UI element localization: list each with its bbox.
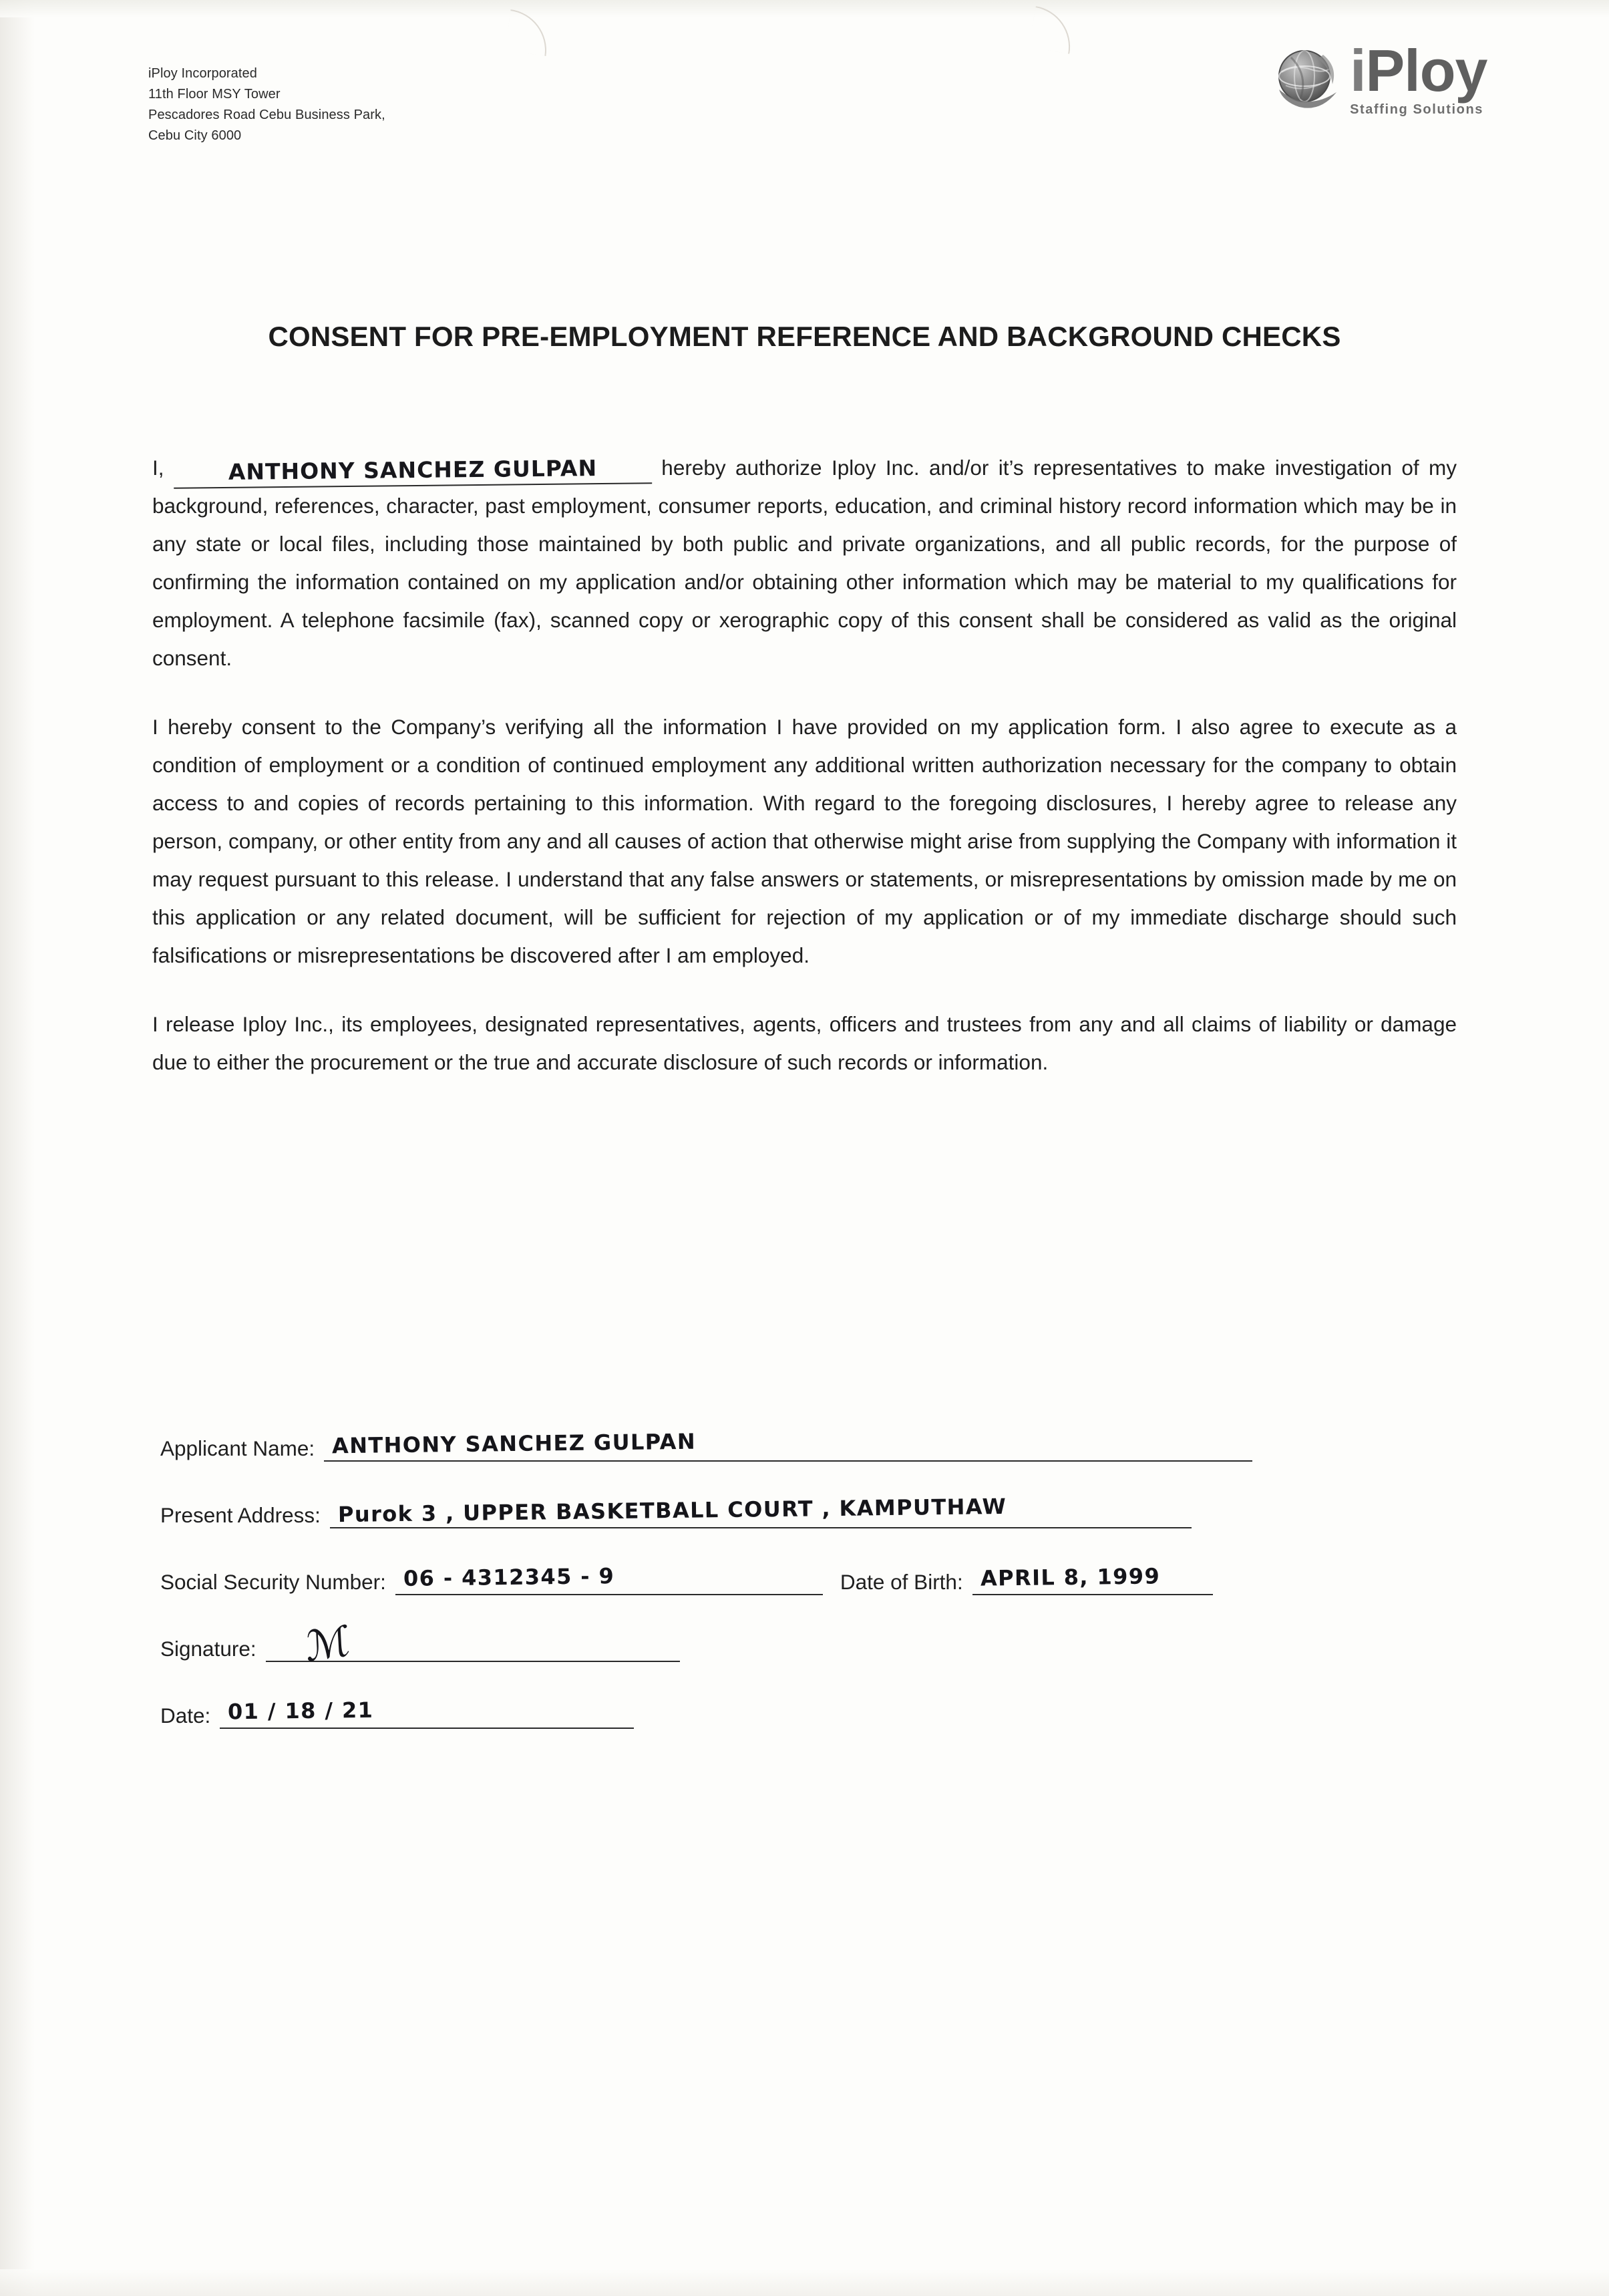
present-address-input[interactable]	[330, 1493, 1192, 1528]
logo-wordmark-i: i	[1350, 37, 1366, 104]
logo-wordmark	[1350, 37, 1487, 104]
paragraph-2: I hereby consent to the Company’s verifying all the information I have provided on my application form. I also agree to execute as a condition of employment or a condition of continued employment any additional written authorization necessary for the company to obtain access to and copies of records pertaining to this information. With regard to the foregoing disclosures, I hereby agree to release any person, company, or other entity from any and all causes of action that otherwise might arise from supplying the Company with information it may request pursuant to this release. I understand that any false answers or statements, or misrepresentations by omission made by me on this application or any related document, will be sufficient for rejection of my application or of my immediate discharge should such falsifications or misrepresentations be discovered after I am employed.	[152, 715, 1457, 967]
paragraph-3: I release Iploy Inc., its employees, designated representatives, agents, officers and trustees from any and all claims of liability or damage due to either the procurement or the true and accurate disclosure of such records or information.	[152, 1012, 1457, 1074]
logo-wordmark-rest: Ploy	[1365, 37, 1487, 104]
field-applicant-name	[160, 1430, 1475, 1462]
company-logo	[1271, 37, 1487, 117]
company-address-line: 11th Floor MSY Tower	[148, 87, 281, 102]
field-ssn-dob	[160, 1563, 1475, 1595]
company-address	[148, 63, 385, 146]
signature-input[interactable]	[266, 1615, 680, 1672]
applicant-name-value: ANTHONY SANCHEZ GULPAN	[331, 1428, 697, 1459]
logo-tagline: Staffing Solutions	[1350, 102, 1483, 117]
dob-label: Date of Birth:	[840, 1570, 963, 1594]
ssn-label: Social Security Number:	[160, 1570, 386, 1594]
company-address-line: Cebu City 6000	[148, 128, 242, 143]
page-title: CONSENT FOR PRE-EMPLOYMENT REFERENCE AND BACKGROUND CHECKS	[268, 321, 1341, 352]
form-fields	[160, 1430, 1475, 1764]
ssn-input[interactable]	[395, 1563, 823, 1595]
dob-value: APRIL 8, 1999	[980, 1563, 1161, 1591]
applicant-name-input[interactable]	[324, 1430, 1252, 1462]
date-input[interactable]	[220, 1697, 634, 1729]
date-label: Date:	[160, 1703, 211, 1728]
ssn-value: 06 - 4312345 - 9	[403, 1563, 615, 1591]
scan-edge-bottom	[0, 2269, 1609, 2296]
paragraph-1	[152, 449, 1457, 677]
field-present-address	[160, 1493, 1475, 1528]
applicant-name-label: Applicant Name:	[160, 1436, 315, 1460]
present-address-value: Purok 3 , UPPER BASKETBALL COURT , KAMPUTHAW	[337, 1493, 1007, 1528]
handwritten-name-inline: ANTHONY SANCHEZ GULPAN	[174, 454, 652, 488]
company-address-line: iPloy Incorporated	[148, 66, 258, 81]
dob-input[interactable]	[972, 1563, 1213, 1595]
document-body	[152, 449, 1457, 1112]
globe-icon	[1271, 43, 1343, 115]
signature-value: ℳ	[305, 1615, 351, 1672]
field-date	[160, 1697, 1475, 1729]
present-address-label: Present Address:	[160, 1503, 321, 1527]
intro-prefix: I,	[152, 456, 164, 480]
signature-label: Signature:	[160, 1637, 256, 1661]
company-address-line: Pescadores Road Cebu Business Park,	[148, 108, 385, 122]
date-value: 01 / 18 / 21	[228, 1697, 374, 1725]
logo-text	[1350, 37, 1487, 117]
field-signature	[160, 1615, 1475, 1672]
paragraph-1-text: hereby authorize Iploy Inc. and/or it’s representatives to make investigation of my background, references, character, past employment, consumer reports, education, and criminal history record information which may be in any state or local files, including those maintained by both public and private organizations, and all public records, for the purpose of confirming the information contained on my application and/or obtaining other information which may be material to my qualifications for employment. A telephone facsimile (fax), scanned copy or xerographic copy of this consent shall be considered as valid as the original consent.	[152, 456, 1457, 670]
scan-edge-top	[0, 0, 1609, 17]
